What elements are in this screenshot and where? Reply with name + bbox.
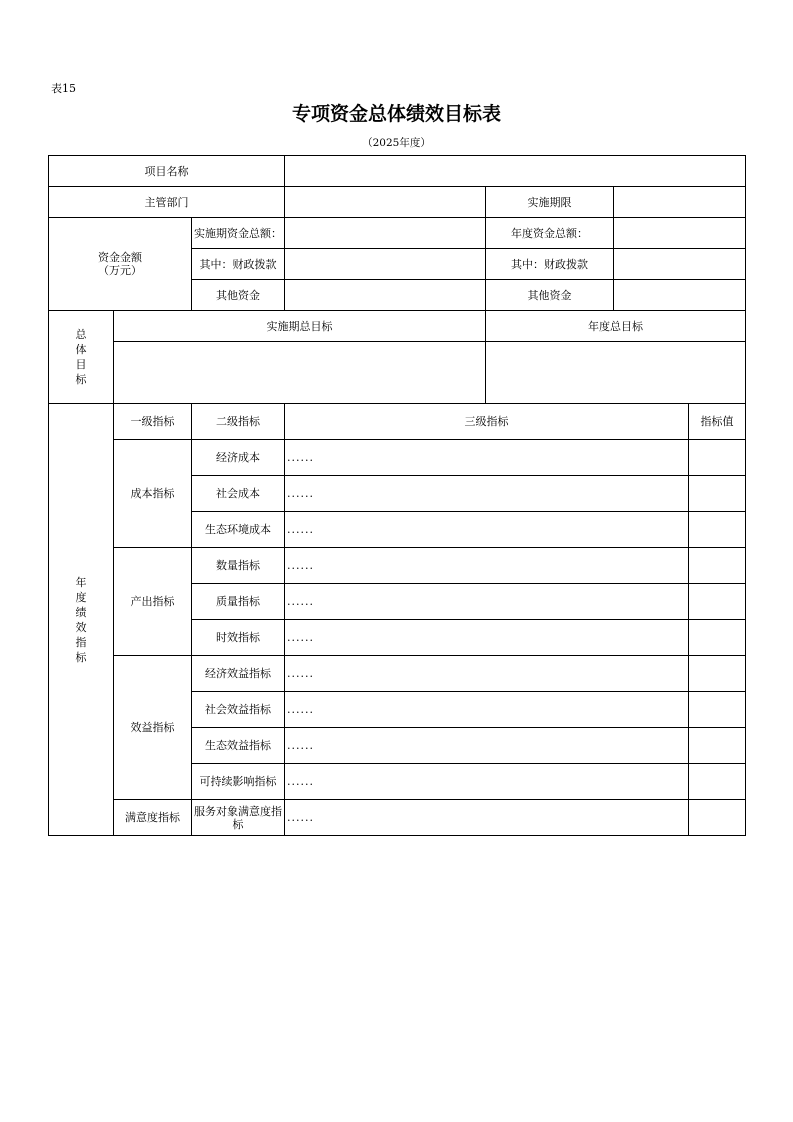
goals-label: 总体目标 [75,328,87,386]
other-annual-field[interactable] [614,280,746,311]
annual-goal-header: 年度总目标 [486,311,746,342]
indicator-value-field[interactable] [689,548,746,584]
level2-item: 生态环境成本 [192,512,285,548]
annual-total-label: 年度资金总额： [486,218,614,249]
page-title: 专项资金总体绩效目标表 [291,103,501,125]
department-label: 主管部门 [49,187,285,218]
fiscal-impl-field[interactable] [285,249,486,280]
table-number: 表15 [51,82,76,95]
level3-field[interactable]: ...... [285,692,689,728]
project-name-row [49,156,746,187]
level3-field[interactable]: ...... [285,656,689,692]
level2-item: 经济效益指标 [192,656,285,692]
indicator-value-field[interactable] [689,440,746,476]
funds-label: 资金金额 （万元） [49,218,192,311]
indicator-value-field[interactable] [689,764,746,800]
impl-total-label: 实施期资金总额： [192,218,285,249]
period-label: 实施期限 [486,187,614,218]
level3-field[interactable]: ...... [285,584,689,620]
level3-field[interactable]: ...... [285,512,689,548]
period-field[interactable] [614,187,746,218]
impl-goal-field[interactable] [114,342,486,404]
fiscal-annual-field[interactable] [614,249,746,280]
other-impl-label: 其他资金 [192,280,285,311]
level3-field[interactable]: ...... [285,440,689,476]
fiscal-impl-label: 其中：财政拨款 [192,249,285,280]
level3-field[interactable]: ...... [285,728,689,764]
level1-output: 产出指标 [114,548,192,656]
indicators-label-cell [49,404,114,836]
indicator-value-field[interactable] [689,692,746,728]
level2-item: 生态效益指标 [192,728,285,764]
impl-total-field[interactable] [285,218,486,249]
department-row [49,187,746,218]
fiscal-annual-label: 其中：财政拨款 [486,249,614,280]
indicator-value-field[interactable] [689,728,746,764]
indicators-section-label: 年度绩效指标 [75,575,87,664]
indicator-value-field[interactable] [689,620,746,656]
indicator-value-header: 指标值 [689,404,746,440]
level2-item: 质量指标 [192,584,285,620]
annual-total-field[interactable] [614,218,746,249]
indicator-value-field[interactable] [689,800,746,836]
indicator-value-field[interactable] [689,656,746,692]
level2-item: 数量指标 [192,548,285,584]
level2-header: 二级指标 [192,404,285,440]
indicator-value-field[interactable] [689,512,746,548]
level2-item: 服务对象满意度指标 [192,800,285,836]
level2-item: 社会效益指标 [192,692,285,728]
annual-goal-field[interactable] [486,342,746,404]
goals-body-row [49,342,746,404]
table-row [49,440,746,476]
other-impl-field[interactable] [285,280,486,311]
level1-satisfaction: 满意度指标 [114,800,192,836]
level2-item: 社会成本 [192,476,285,512]
indicator-header-row [49,404,746,440]
indicator-value-field[interactable] [689,584,746,620]
level3-field[interactable]: ...... [285,800,689,836]
goals-header-row [49,311,746,342]
other-annual-label: 其他资金 [486,280,614,311]
level1-header: 一级指标 [114,404,192,440]
indicator-value-field[interactable] [689,476,746,512]
impl-goal-header: 实施期总目标 [114,311,486,342]
goals-label-cell [49,311,114,404]
level3-header: 三级指标 [285,404,689,440]
level1-benefit: 效益指标 [114,656,192,800]
level1-cost: 成本指标 [114,440,192,548]
funds-total-row [49,218,746,249]
department-field[interactable] [285,187,486,218]
level3-field[interactable]: ...... [285,764,689,800]
performance-goal-table [48,155,746,836]
year-subtitle: （2025年度） [362,137,431,149]
level3-field[interactable]: ...... [285,620,689,656]
level2-item: 时效指标 [192,620,285,656]
level2-item: 经济成本 [192,440,285,476]
table-row [49,656,746,692]
project-name-label: 项目名称 [49,156,285,187]
table-row [49,548,746,584]
level3-field[interactable]: ...... [285,476,689,512]
level2-item: 可持续影响指标 [192,764,285,800]
project-name-field[interactable] [285,156,746,187]
level3-field[interactable]: ...... [285,548,689,584]
table-row [49,800,746,836]
